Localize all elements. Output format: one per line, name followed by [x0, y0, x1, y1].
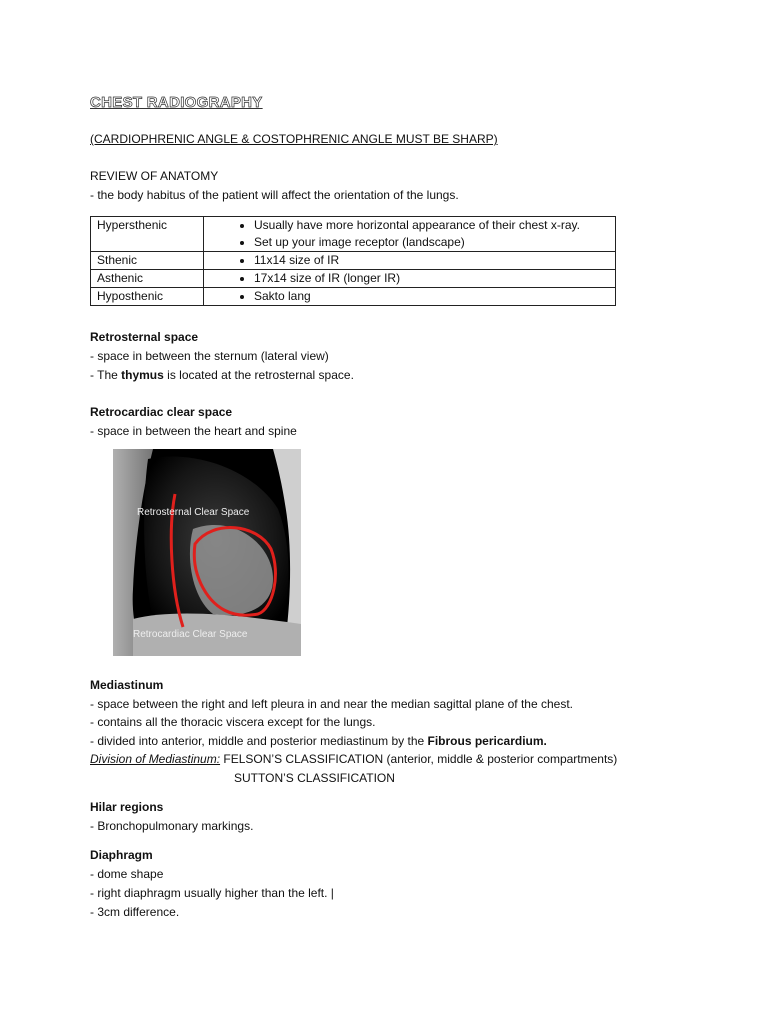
- diaphragm-line-1: - dome shape: [90, 867, 164, 881]
- fibrous-pericardium-term: Fibrous pericardium.: [427, 734, 547, 748]
- lateral-chest-xray-image: [113, 449, 301, 656]
- subtitle: (CARDIOPHRENIC ANGLE & COSTOPHRENIC ANGLE MUST BE SHARP): [90, 132, 498, 146]
- table-row: [91, 270, 616, 288]
- table-row: [91, 217, 616, 252]
- habitus-type: Hypersthenic: [91, 217, 204, 252]
- diaphragm-line-2: - right diaphragm usually higher than the left. |: [90, 886, 334, 900]
- habitus-note: • 17x14 size of IR (longer IR): [254, 270, 609, 287]
- habitus-type: Sthenic: [91, 252, 204, 270]
- diaphragm-line-3: - 3cm difference.: [90, 905, 180, 919]
- xray-drawing: [113, 449, 301, 656]
- thymus-term: thymus: [121, 368, 164, 382]
- review-heading: REVIEW OF ANATOMY: [90, 169, 219, 183]
- table-row: [91, 252, 616, 270]
- habitus-table: [90, 216, 616, 306]
- xray-label-top: Retrosternal Clear Space: [137, 507, 250, 518]
- mediastinum-line-3: - divided into anterior, middle and posterior mediastinum by the Fibrous pericardium.: [90, 734, 547, 748]
- mediastinum-heading: Mediastinum: [90, 678, 164, 692]
- retrosternal-heading: Retrosternal space: [90, 330, 199, 344]
- retrosternal-line-2: - The thymus is located at the retrosternal space.: [90, 368, 354, 382]
- page-title: CHEST RADIOGRAPHY: [90, 94, 263, 111]
- mediastinum-line-2: - contains all the thoracic viscera except for the lungs.: [90, 715, 376, 729]
- sutton-classification: SUTTON’S CLASSIFICATION: [234, 771, 395, 785]
- habitus-note: • Sakto lang: [254, 288, 609, 305]
- habitus-note: • Set up your image receptor (landscape): [254, 234, 609, 251]
- habitus-note: • 11x14 size of IR: [254, 252, 609, 269]
- hilar-heading: Hilar regions: [90, 800, 164, 814]
- hilar-line-1: - Bronchopulmonary markings.: [90, 819, 254, 833]
- retrocardiac-line-1: - space in between the heart and spine: [90, 424, 297, 438]
- habitus-note: • Usually have more horizontal appearance of their chest x-ray.: [254, 217, 609, 234]
- felson-classification: FELSON’S CLASSIFICATION (anterior, middle & posterior compartments): [220, 752, 618, 766]
- xray-label-bottom: Retrocardiac Clear Space: [133, 629, 248, 640]
- mediastinum-division: [90, 751, 617, 767]
- mediastinum-line-1: - space between the right and left pleura in and near the median sagittal plane of the chest.: [90, 697, 573, 711]
- diaphragm-heading: Diaphragm: [90, 848, 153, 862]
- habitus-type: Asthenic: [91, 270, 204, 288]
- division-label: Division of Mediastinum:: [90, 752, 221, 766]
- habitus-type: Hyposthenic: [91, 288, 204, 306]
- retrocardiac-heading: Retrocardiac clear space: [90, 405, 233, 419]
- review-line: - the body habitus of the patient will affect the orientation of the lungs.: [90, 188, 459, 202]
- retrosternal-line-1: - space in between the sternum (lateral view): [90, 349, 329, 363]
- table-row: [91, 288, 616, 306]
